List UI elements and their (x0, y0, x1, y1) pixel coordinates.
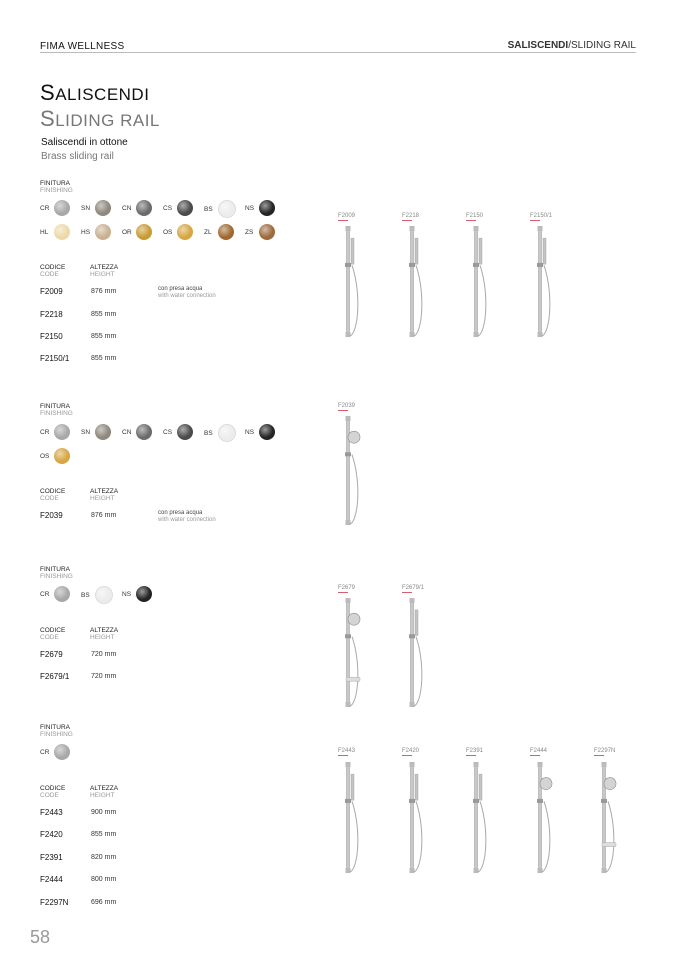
product-code: F2218 (40, 310, 63, 319)
code-header-it: CODICE (40, 785, 66, 792)
subtitle-en: Brass sliding rail (41, 151, 114, 162)
shower-hose (541, 801, 550, 872)
finish-label-en: FINISHING (40, 410, 73, 417)
code-header (40, 488, 65, 502)
finish-swatch (81, 424, 111, 440)
finish-color-dot (95, 224, 111, 240)
section-tag (508, 40, 636, 51)
finish-color-dot (95, 424, 111, 440)
finish-code: BS (204, 429, 213, 437)
finish-color-dot (136, 424, 152, 440)
finish-color-dot (259, 224, 275, 240)
height-header (90, 488, 118, 502)
finish-color-dot (54, 448, 70, 464)
finish-swatch (40, 224, 70, 240)
finish-color-dot (218, 424, 236, 442)
slider-holder (409, 634, 415, 638)
finish-swatch (122, 224, 152, 240)
slider-holder (345, 799, 351, 803)
finish-color-dot (136, 586, 152, 602)
slider-holder (345, 452, 351, 456)
label-accent-mark (402, 755, 412, 756)
slider-holder (473, 263, 479, 267)
shower-rail-image (528, 224, 568, 342)
hand-shower-head (415, 610, 418, 636)
product-height: 900 mm (91, 809, 117, 816)
finish-label (40, 180, 73, 194)
finish-label-en: FINISHING (40, 187, 73, 194)
hand-shower-head (543, 238, 546, 264)
product-code: F2443 (40, 808, 63, 817)
hand-shower-head (479, 238, 482, 264)
finish-code: SN (81, 204, 91, 212)
product-height: 855 mm (91, 333, 117, 340)
hand-shower-head (415, 238, 418, 264)
height-header (90, 627, 118, 641)
product-image-label (530, 213, 552, 221)
rail-top-bracket (602, 762, 607, 767)
finish-label-it: FINITURA (40, 180, 70, 187)
finish-color-dot (54, 586, 70, 602)
slider-holder (345, 634, 351, 638)
shower-hose (349, 265, 358, 336)
section-tag-sep: / (568, 40, 571, 51)
product-height: 876 mm (91, 288, 117, 295)
header-rule (40, 52, 636, 53)
note-en: with water connection (158, 293, 216, 299)
hand-shower-head (415, 774, 418, 800)
height-header (90, 785, 118, 799)
finish-swatch (122, 424, 152, 440)
page-title-it (40, 80, 149, 106)
shower-hose (413, 801, 422, 872)
finish-color-dot (218, 200, 236, 218)
finish-color-dot (54, 424, 70, 440)
product-image-code: F2297N (594, 748, 616, 754)
product-image-code: F2150 (466, 213, 484, 219)
rail-top-bracket (538, 762, 543, 767)
soap-dish (602, 843, 616, 847)
finish-code: HL (40, 228, 49, 236)
water-connection-note (158, 510, 216, 524)
finish-swatch (122, 586, 152, 602)
water-connection-note (158, 286, 216, 300)
shower-hose (349, 801, 358, 872)
finish-code: HS (81, 228, 91, 236)
finish-code: CN (122, 428, 132, 436)
shower-rail-image (528, 760, 568, 878)
finish-swatch (40, 586, 70, 602)
finish-color-dot (136, 200, 152, 216)
finish-swatch (204, 224, 234, 240)
product-image-code: F2218 (402, 213, 420, 219)
shower-rail-image (464, 760, 504, 878)
height-header (90, 264, 118, 278)
shower-hose (541, 265, 550, 336)
finish-code: NS (122, 590, 132, 598)
finish-color-dot (95, 200, 111, 216)
finish-code: CR (40, 428, 50, 436)
finish-code: BS (81, 591, 90, 599)
rail-bar (411, 600, 414, 706)
finish-label-it: FINITURA (40, 403, 70, 410)
code-header-en: CODE (40, 271, 59, 278)
product-height: 855 mm (91, 311, 117, 318)
finish-color-dot (177, 200, 193, 216)
shower-hose (413, 265, 422, 336)
shower-rail-image (400, 224, 440, 342)
product-image-label (402, 585, 424, 593)
slider-holder (601, 799, 607, 803)
finish-swatch (40, 424, 70, 440)
slider-holder (537, 263, 543, 267)
product-height: 876 mm (91, 512, 117, 519)
page-number: 58 (30, 927, 51, 947)
rail-top-bracket (410, 598, 415, 603)
height-header-en: HEIGHT (90, 271, 115, 278)
product-image-label (530, 748, 547, 756)
finish-code: ZL (204, 228, 212, 236)
finish-code: SN (81, 428, 91, 436)
finish-color-dot (54, 224, 70, 240)
product-code: F2150 (40, 332, 63, 341)
height-header-it: ALTEZZA (90, 488, 119, 495)
finish-swatch (122, 200, 152, 216)
slider-holder (537, 799, 543, 803)
hand-shower-head (540, 778, 552, 790)
shower-hose (413, 637, 422, 707)
product-code: F2679/1 (40, 672, 70, 681)
product-height: 720 mm (91, 673, 117, 680)
height-header-en: HEIGHT (90, 792, 115, 799)
finish-swatch (245, 200, 275, 216)
product-height: 720 mm (91, 651, 117, 658)
hand-shower-head (479, 774, 482, 800)
label-accent-mark (466, 755, 476, 756)
product-image-label (466, 213, 483, 221)
product-code: F2009 (40, 287, 63, 296)
finish-code: OR (122, 228, 132, 236)
shower-hose (349, 455, 358, 525)
rail-top-bracket (346, 762, 351, 767)
finish-label-it: FINITURA (40, 724, 70, 731)
finish-code: CN (122, 204, 132, 212)
shower-rail-image (336, 760, 376, 878)
product-image-code: F2679 (338, 585, 356, 591)
finish-code: CS (163, 204, 173, 212)
soap-dish (346, 677, 360, 681)
product-height: 855 mm (91, 831, 117, 838)
finish-swatch (163, 200, 193, 216)
rail-bar (347, 764, 350, 872)
shower-hose (477, 801, 486, 872)
finish-swatch (245, 424, 275, 440)
rail-top-bracket (410, 226, 415, 231)
rail-top-bracket (410, 762, 415, 767)
label-accent-mark (530, 755, 540, 756)
code-header (40, 785, 65, 799)
section-tag-bold: SALISCENDI (507, 40, 569, 51)
height-header-it: ALTEZZA (90, 264, 119, 271)
product-image-code: F2444 (530, 748, 548, 754)
product-image-code: F2679/1 (402, 585, 425, 591)
product-code: F2039 (40, 511, 63, 520)
product-image-code: F2443 (338, 748, 356, 754)
rail-top-bracket (538, 226, 543, 231)
note-en: with water connection (158, 517, 216, 523)
height-header-en: HEIGHT (90, 495, 115, 502)
product-image-code: F2150/1 (530, 213, 553, 219)
product-image-code: F2039 (338, 403, 356, 409)
code-header-it: CODICE (40, 488, 66, 495)
product-image-code: F2391 (466, 748, 484, 754)
shower-rail-image (464, 224, 504, 342)
finish-color-dot (95, 586, 113, 604)
height-header-it: ALTEZZA (90, 627, 119, 634)
finish-swatch (81, 200, 111, 216)
finish-swatch (245, 224, 275, 240)
title-en-rest: LIDING RAIL (55, 111, 160, 130)
code-header-en: CODE (40, 792, 59, 799)
finish-code: CS (163, 428, 173, 436)
finish-color-dot (218, 224, 234, 240)
rail-bar (539, 228, 542, 336)
slider-holder (473, 799, 479, 803)
height-header-en: HEIGHT (90, 634, 115, 641)
finish-swatch (40, 200, 70, 216)
product-code: F2679 (40, 650, 63, 659)
section-tag-rest: SLIDING RAIL (570, 40, 636, 51)
finish-swatch (204, 424, 236, 442)
shower-hose (605, 801, 614, 872)
product-code: F2297N (40, 898, 69, 907)
finish-code: NS (245, 428, 255, 436)
product-height: 820 mm (91, 854, 117, 861)
slider-holder (409, 799, 415, 803)
rail-bar (475, 764, 478, 872)
shower-rail-image (400, 596, 440, 712)
shower-rail-image (336, 414, 376, 530)
hand-shower-head (348, 613, 360, 625)
finish-color-dot (54, 200, 70, 216)
finish-label-en: FINISHING (40, 573, 73, 580)
code-header (40, 627, 65, 641)
finish-color-dot (136, 224, 152, 240)
shower-hose (477, 265, 486, 336)
product-image-label (594, 748, 615, 756)
label-accent-mark (594, 755, 604, 756)
code-header-it: CODICE (40, 264, 66, 271)
title-it-rest: ALISCENDI (55, 85, 150, 104)
shower-rail-image (336, 596, 376, 712)
product-height: 855 mm (91, 355, 117, 362)
finish-code: OS (40, 452, 50, 460)
label-accent-mark (402, 592, 412, 593)
label-accent-mark (338, 220, 348, 221)
product-image-code: F2420 (402, 748, 420, 754)
rail-top-bracket (474, 226, 479, 231)
finish-swatch (81, 586, 113, 604)
hand-shower-head (351, 238, 354, 264)
finish-code: OS (163, 228, 173, 236)
finish-label-it: FINITURA (40, 566, 70, 573)
finish-swatch (81, 224, 111, 240)
hand-shower-head (351, 774, 354, 800)
product-code: F2420 (40, 830, 63, 839)
finish-code: NS (245, 204, 255, 212)
slider-holder (409, 263, 415, 267)
finish-code: CR (40, 590, 50, 598)
slider-holder (345, 263, 351, 267)
finish-label (40, 566, 73, 580)
finish-swatch (204, 200, 236, 218)
finish-code: CR (40, 204, 50, 212)
code-header-en: CODE (40, 634, 59, 641)
title-en-cap: S (40, 106, 56, 131)
shower-hose (349, 637, 358, 707)
product-image-label (338, 403, 355, 411)
product-code: F2444 (40, 875, 63, 884)
hand-shower-head (604, 778, 616, 790)
label-accent-mark (466, 220, 476, 221)
hand-shower-head (348, 431, 360, 443)
code-header (40, 264, 65, 278)
product-image-label (402, 748, 419, 756)
note-it: con presa acqua (158, 510, 203, 516)
finish-code: CR (40, 748, 50, 756)
code-header-it: CODICE (40, 627, 66, 634)
title-it-cap: S (40, 80, 56, 105)
page-title-en (40, 106, 160, 132)
finish-code: ZS (245, 228, 254, 236)
note-it: con presa acqua (158, 286, 203, 292)
finish-label (40, 403, 73, 417)
finish-color-dot (54, 744, 70, 760)
label-accent-mark (402, 220, 412, 221)
product-image-label (402, 213, 419, 221)
product-image-label (338, 748, 355, 756)
rail-top-bracket (346, 416, 351, 421)
code-header-en: CODE (40, 495, 59, 502)
product-height: 800 mm (91, 876, 117, 883)
product-height: 696 mm (91, 899, 117, 906)
rail-bar (475, 228, 478, 336)
finish-swatch (40, 744, 70, 760)
product-image-label (466, 748, 483, 756)
finish-label (40, 724, 73, 738)
rail-bar (347, 228, 350, 336)
rail-top-bracket (346, 226, 351, 231)
finish-color-dot (259, 424, 275, 440)
finish-swatch (163, 424, 193, 440)
brand-name: FIMA WELLNESS (40, 41, 125, 52)
rail-top-bracket (346, 598, 351, 603)
finish-label-en: FINISHING (40, 731, 73, 738)
finish-swatch (163, 224, 193, 240)
rail-bar (411, 228, 414, 336)
shower-rail-image (400, 760, 440, 878)
finish-color-dot (259, 200, 275, 216)
rail-bar (411, 764, 414, 872)
product-code: F2150/1 (40, 354, 70, 363)
product-code: F2391 (40, 853, 63, 862)
finish-code: BS (204, 205, 213, 213)
shower-rail-image (592, 760, 632, 878)
subtitle-it: Saliscendi in ottone (41, 137, 128, 148)
label-accent-mark (338, 410, 348, 411)
product-image-code: F2009 (338, 213, 356, 219)
finish-swatch (40, 448, 70, 464)
product-image-label (338, 213, 355, 221)
finish-color-dot (177, 224, 193, 240)
shower-rail-image (336, 224, 376, 342)
height-header-it: ALTEZZA (90, 785, 119, 792)
product-image-label (338, 585, 355, 593)
label-accent-mark (338, 592, 348, 593)
label-accent-mark (338, 755, 348, 756)
rail-top-bracket (474, 762, 479, 767)
label-accent-mark (530, 220, 540, 221)
finish-color-dot (177, 424, 193, 440)
